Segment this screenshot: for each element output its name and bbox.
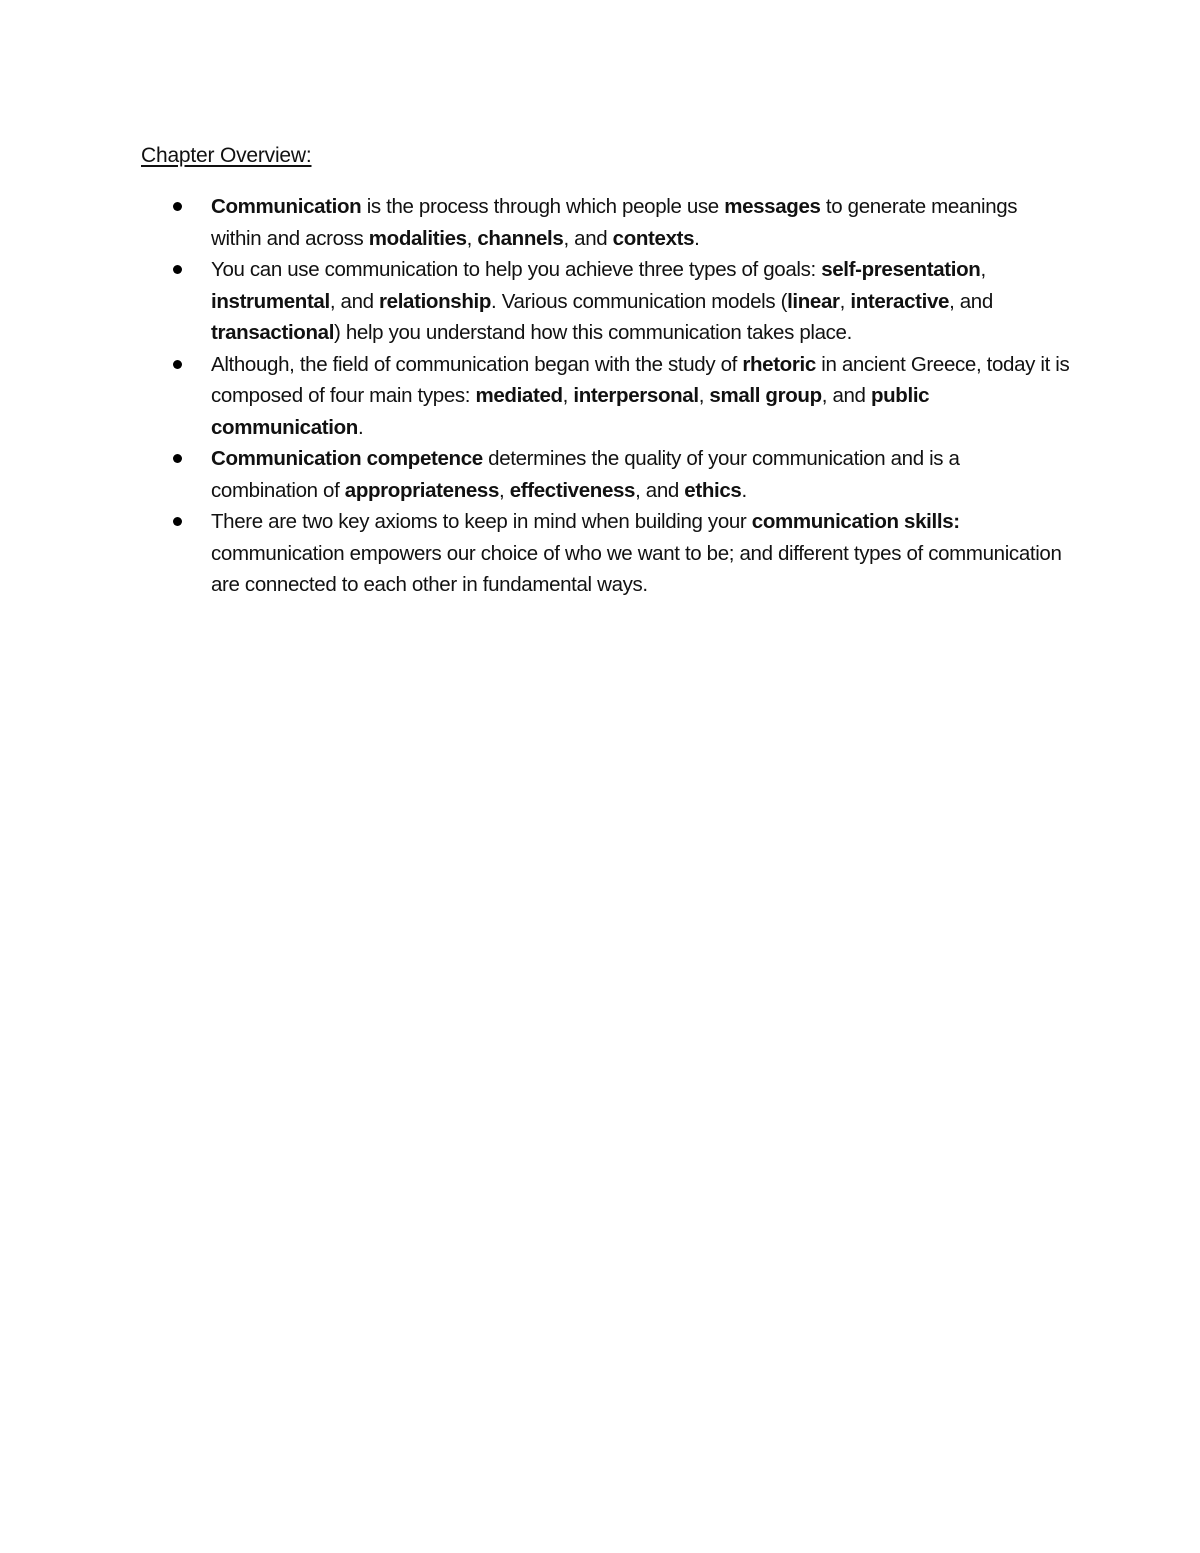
bold-term: instrumental [211, 289, 330, 313]
bullet-icon [173, 202, 182, 211]
body-text: is the process through which people use [361, 195, 725, 218]
bold-term: linear [787, 289, 840, 313]
bold-term: effectiveness [509, 478, 636, 502]
body-text: . Various communication models ( [491, 289, 788, 313]
body-text: , and [821, 384, 871, 407]
bold-term: modalities [368, 226, 467, 250]
list-item [170, 254, 1070, 349]
list-item [170, 191, 1070, 254]
bold-term: public communication [211, 384, 930, 439]
list-item [170, 506, 1070, 601]
body-text: Although, the field of communication began with the study of [211, 352, 743, 376]
bold-term: small group [709, 384, 822, 407]
body-text: , [466, 226, 478, 250]
bold-term: Communication [211, 195, 362, 218]
body-text: , [562, 384, 574, 407]
bold-term: ethics [684, 478, 742, 502]
bullet-list [170, 191, 1070, 601]
bold-term: self-presentation [821, 258, 981, 281]
bold-term: communication skills: [751, 510, 960, 533]
list-item [170, 443, 1070, 506]
bullet-icon [173, 265, 182, 274]
body-text: . [694, 226, 700, 250]
body-text: There are two key axioms to keep in mind when building your [211, 510, 752, 533]
bold-term: channels [477, 226, 564, 250]
body-text: , [980, 258, 986, 281]
body-text: . [741, 478, 747, 502]
page-heading: Chapter Overview: [141, 144, 312, 167]
body-text: ) help you understand how this communication takes place. [334, 321, 852, 344]
body-text: determines the quality of your communication and is a combination of [211, 447, 960, 502]
body-text: . [357, 415, 364, 439]
bullet-icon [173, 517, 182, 526]
bold-term: transactional [211, 321, 335, 344]
body-text: , [698, 384, 710, 407]
bold-term: contexts [612, 226, 695, 250]
body-text: , [499, 478, 510, 502]
list-item [170, 349, 1070, 444]
body-text: You can use communication to help you achieve three types of goals: [211, 258, 822, 281]
bold-term: relationship [379, 289, 492, 313]
body-text: , and [563, 226, 613, 250]
body-text: , [839, 289, 851, 313]
body-text: , and [329, 289, 380, 313]
body-text: to generate meanings within and across [211, 195, 1018, 250]
bold-term: appropriateness [344, 478, 500, 502]
body-text: , and [635, 478, 685, 502]
body-text: in ancient Greece, today it is composed of four main types: [211, 352, 1070, 407]
bold-term: mediated [475, 384, 563, 407]
bold-term: rhetoric [742, 352, 816, 376]
body-text: , and [949, 289, 993, 313]
body-text: communication empowers our choice of who we want to be; and different types of communication are connected to each other in fundamental ways. [211, 541, 1062, 596]
bullet-icon [173, 360, 182, 369]
bold-term: messages [724, 195, 821, 218]
bold-term: Communication competence [211, 447, 483, 470]
bullet-icon [173, 454, 182, 463]
bold-term: interactive [850, 289, 950, 313]
bold-term: interpersonal [573, 384, 699, 407]
